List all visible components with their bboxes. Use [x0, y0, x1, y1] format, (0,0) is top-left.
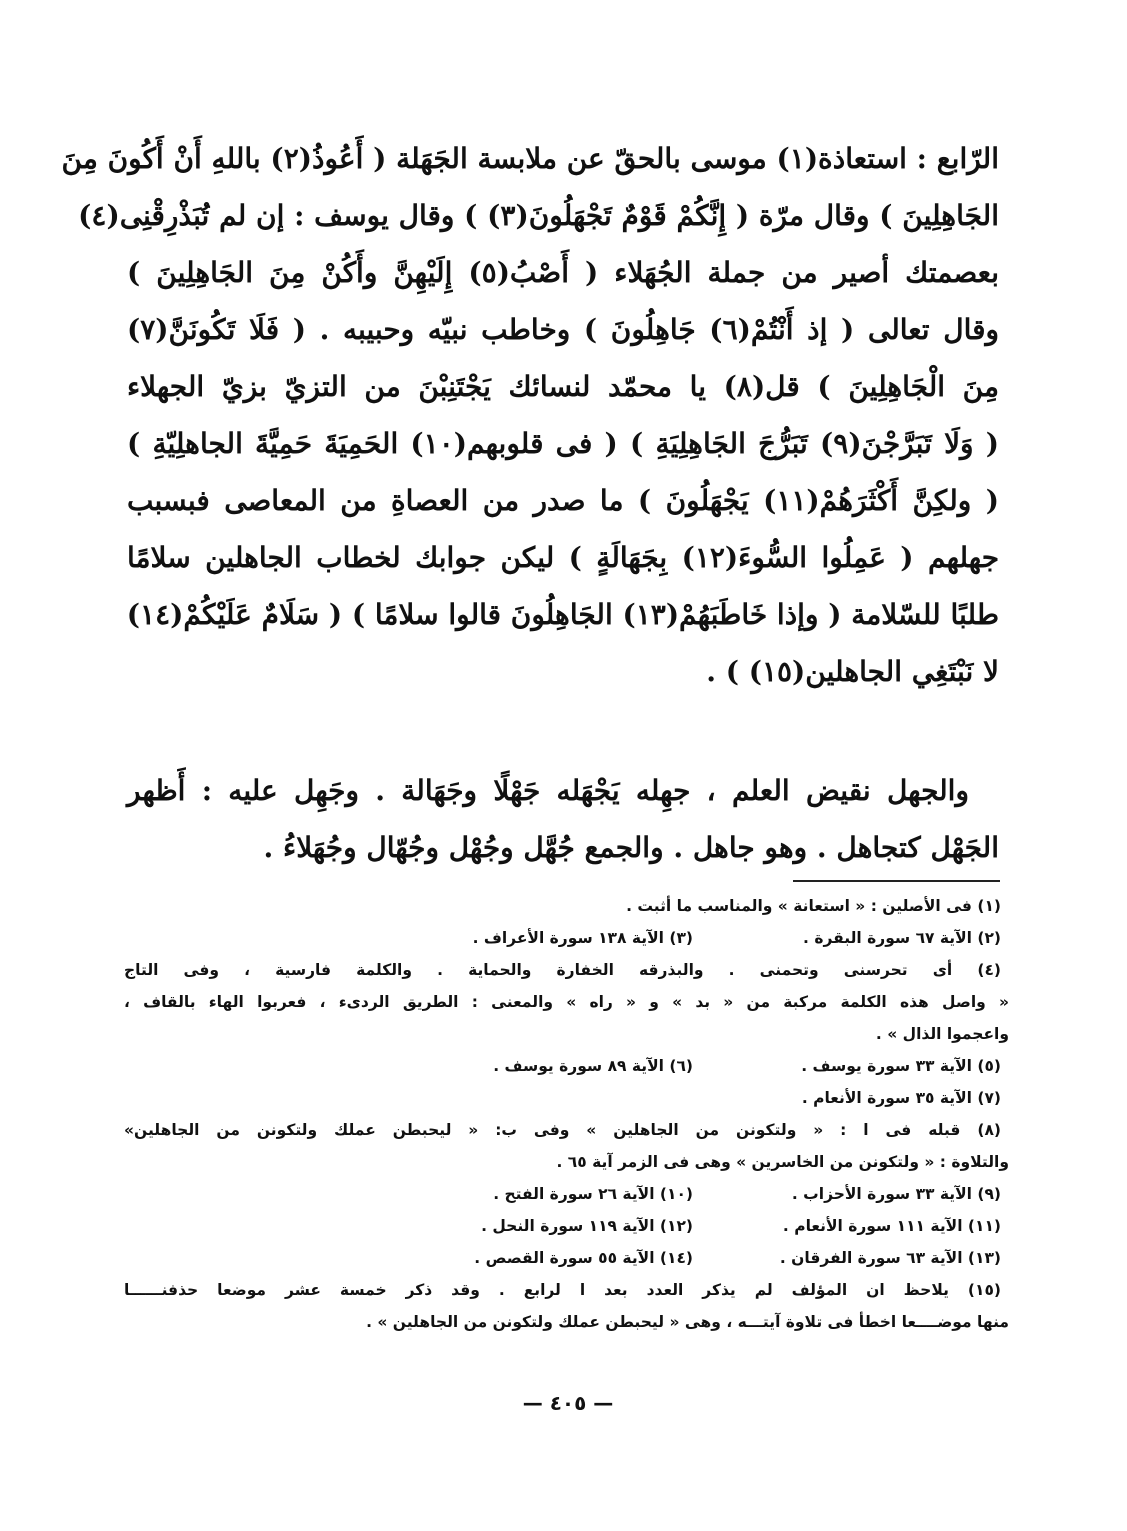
footnote-10: (١٠) الآية ٢٦ سورة الفتح .	[493, 1185, 693, 1203]
main-paragraph-1	[61, 130, 1000, 700]
footnote-11: (١١) الآية ١١١ سورة الأنعام .	[782, 1217, 1001, 1235]
footnote-2: (٢) الآية ٦٧ سورة البقرة .	[803, 929, 1001, 947]
footnotes	[124, 890, 1009, 1338]
footnote-row	[124, 1178, 1009, 1210]
footnote-row	[124, 1050, 1009, 1082]
footnote-4-continued: « واصل هذه الكلمة مركبة من « بد » و « راه » والمعنى : الطريق الردىء ، فعربوا الهاء بالقاف ،	[124, 993, 1009, 1011]
footnote-8-continued: والتلاوة : « ولتكونن من الخاسرين » وهى فى الزمر آية ٦٥ .	[556, 1153, 1009, 1171]
text-line: والجهل نقيض العلم ، جهِله يَجْهَله جَهْلًا وجَهَالة . وجَهِل عليه : أَظهر	[127, 774, 969, 807]
page-number: — ٤٠٥ —	[522, 1391, 614, 1415]
footnote-13: (١٣) الآية ٦٣ سورة الفرقان .	[779, 1249, 1001, 1267]
text-line: الجَهْل كتجاهل . وهو جاهل . والجمع جُهَّل وجُهْل وجُهّال وجُهَلاءُ .	[263, 831, 999, 864]
text-line: الرّابع : استعاذة(١) موسى بالحقّ عن ملابسة الجَهَلة ( أَعُوذُ(٢) باللهِ أَنْ أَكُونَ مِنَ	[61, 142, 999, 175]
footnote-15-continued: منها موضــــعا اخطأ فى تلاوة آيتـــه ، وهى « ليحبطن عملك ولتكونن من الجاهلين » .	[366, 1313, 1009, 1331]
text-line: مِنَ الْجَاهِلِينَ ) قل(٨) يا محمّد لنسائك يَجْتَنِبْنَ من التزيّ بزيّ الجهلاء	[127, 370, 999, 403]
footnote-4: (٤) أى تحرسنى وتحمنى . والبذرقه الخفارة والحماية . والكلمة فارسية ، وفى التاج	[124, 961, 1001, 979]
text-line: لا نَبْتَغِي الجاهلين(١٥) ) .	[706, 655, 999, 688]
footnote-15: (١٥) يلاحظ ان المؤلف لم يذكر العدد بعد ا لرابع . وقد ذكر خمسة عشر موضعا حذفنــــــا	[124, 1281, 1001, 1299]
text-line: ( وَلَا تَبَرَّجْنَ(٩) تَبَرُّجَ الجَاهِلِيَةِ ) ( فى قلوبهم(١٠) الحَمِيَةَ حَمِيَّةَ الجاهلِيّةِ )	[127, 427, 999, 460]
text-line: ( ولكِنَّ أَكْثَرَهُمْ(١١) يَجْهَلُونَ ) ما صدر من العصاةِ من المعاصى فبسبب	[127, 484, 1000, 517]
text-line: طلبًا للسّلامة ( وإذا خَاطَبَهُمْ(١٣) الجَاهِلُونَ قالوا سلامًا ) ( سَلَامٌ عَلَيْكُمْ(١٤)	[126, 598, 999, 631]
footnote-9: (٩) الآية ٣٣ سورة الأحزاب .	[791, 1185, 1001, 1203]
footnote-1: (١) فى الأصلين : « استعانة » والمناسب ما أثبت .	[626, 897, 1001, 915]
footnote-row	[124, 1210, 1009, 1242]
footnote-8: (٨) قبله فى ا : « ولتكونن من الجاهلين » وفى ب: « ليحبطن عملك ولتكونن من الجاهلين»	[124, 1121, 1001, 1139]
footnote-6: (٦) الآية ٨٩ سورة يوسف .	[493, 1057, 693, 1075]
footnote-3: (٣) الآية ١٣٨ سورة الأعراف .	[472, 929, 693, 947]
main-paragraph-2	[127, 762, 999, 876]
footnote-separator	[793, 880, 1000, 882]
text-line: وقال تعالى ( إذ أَنْتُمْ(٦) جَاهِلُونَ ) وخاطب نبيّه وحبيبه . ( فَلَا تَكُونَنَّ(٧)	[127, 313, 1000, 346]
footnote-14: (١٤) الآية ٥٥ سورة القصص .	[474, 1249, 693, 1267]
footnote-row	[124, 922, 1009, 954]
text-line: الجَاهِلِينَ ) وقال مرّة ( إِنَّكُمْ قَوْمٌ تَجْهَلُونَ(٣) ) وقال يوسف : إن لم تُبَذْرِقْنِى(٤)	[78, 199, 999, 232]
footnote-12: (١٢) الآية ١١٩ سورة النحل .	[481, 1217, 693, 1235]
footnote-4-continued: واعجموا الذال » .	[875, 1025, 1009, 1043]
text-line: جهلهم ( عَمِلُوا السُّوءَ(١٢) بِجَهَالَةٍ ) ليكن جوابك لخطاب الجاهلين سلامًا	[127, 541, 999, 574]
footnote-row	[124, 1242, 1009, 1274]
footnote-7: (٧) الآية ٣٥ سورة الأنعام .	[801, 1089, 1001, 1107]
text-line: بعصمتك أصير من جملة الجُهَلاء ( أَصْبُ(٥) إِلَيْهِنَّ وأَكُنْ مِنَ الجَاهِلِينَ )	[127, 256, 999, 289]
footnote-5: (٥) الآية ٣٣ سورة يوسف .	[801, 1057, 1001, 1075]
